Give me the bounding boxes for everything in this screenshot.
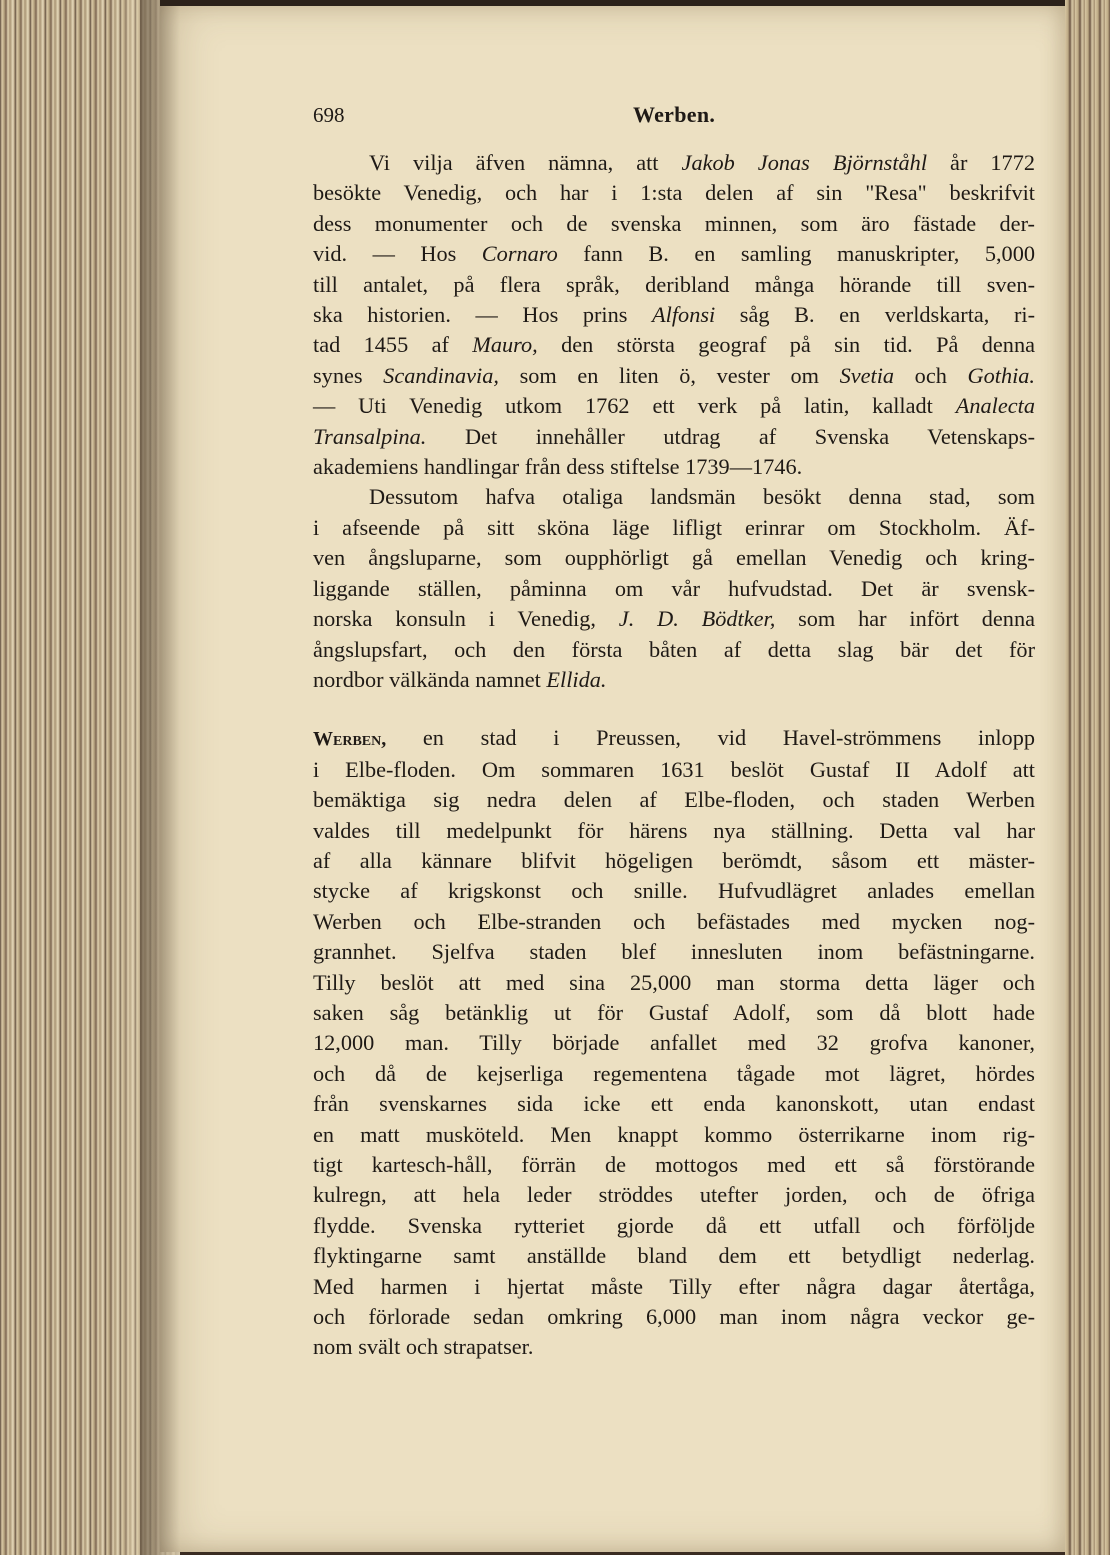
text-segment: dess monumenter och de svenska minnen, som äro fästade der- bbox=[313, 210, 1035, 236]
page-title: Werben. bbox=[633, 102, 716, 127]
text-line bbox=[313, 574, 1035, 604]
text-segment: grannhet. Sjelfva staden blef innesluten inom befästningarne. bbox=[313, 939, 1035, 965]
text-segment: Werben och Elbe-stranden och befästades med mycken nog- bbox=[313, 908, 1035, 934]
text-segment: vid. — Hos bbox=[313, 241, 482, 267]
italic-segment: Scandinavia, bbox=[383, 362, 499, 388]
text-line bbox=[313, 1272, 1035, 1302]
italic-segment: Analecta bbox=[955, 393, 1035, 419]
text-segment: nom svält och strapatser. bbox=[313, 1334, 534, 1360]
text-line bbox=[313, 1332, 1035, 1362]
text-segment: och bbox=[894, 362, 968, 388]
text-line bbox=[313, 723, 1035, 754]
italic-segment: Transalpina. bbox=[313, 423, 427, 449]
text-segment: besökte Venedig, och har i 1:sta delen af sin "Resa" beskrifvit bbox=[313, 180, 1035, 206]
text-column bbox=[313, 100, 1035, 1363]
text-segment: i Elbe-floden. Om sommaren 1631 beslöt Gustaf II Adolf att bbox=[313, 756, 1035, 782]
text-line bbox=[313, 1059, 1035, 1089]
text-line bbox=[313, 785, 1035, 815]
italic-segment: Gothia. bbox=[967, 362, 1036, 388]
text-segment: och då de kejserliga regementena tågade mot lägret, hördes bbox=[313, 1060, 1035, 1086]
text-segment: en stad i Preussen, vid Havel-strömmens inlopp bbox=[386, 725, 1035, 751]
text-segment: stycke af krigskonst och snille. Hufvudlägret anlades emellan bbox=[313, 878, 1035, 904]
text-line bbox=[313, 513, 1035, 543]
text-segment: såg B. en verldskarta, ri- bbox=[715, 302, 1035, 328]
text-line bbox=[313, 755, 1035, 785]
text-segment: tigt kartesch-håll, förrän de mottogos med ett så förstörande bbox=[313, 1152, 1035, 1177]
italic-segment: Ellida. bbox=[546, 666, 607, 692]
text-line bbox=[313, 635, 1035, 665]
text-segment: akademiens handlingar från dess stiftelse 1739—1746. bbox=[313, 454, 803, 480]
text-line bbox=[313, 391, 1035, 421]
text-line bbox=[313, 543, 1035, 573]
paragraph-werben bbox=[313, 723, 1035, 1363]
text-segment: ska historien. — Hos prins bbox=[313, 302, 653, 328]
text-segment: som har infört denna bbox=[775, 606, 1035, 632]
running-head bbox=[313, 100, 1035, 134]
text-segment: bemäktiga sig nedra delen af Elbe-floden, och staden Werben bbox=[313, 787, 1035, 813]
text-line bbox=[313, 452, 1035, 482]
text-segment: Dessutom hafva otaliga landsmän besökt denna stad, som bbox=[369, 484, 1035, 510]
text-line bbox=[313, 1180, 1035, 1210]
text-segment: flyktingarne samt anställde bland dem ett betydligt nederlag. bbox=[313, 1243, 1035, 1269]
text-segment: tad 1455 af bbox=[313, 332, 473, 358]
entry-headword: Werben, bbox=[313, 728, 387, 751]
text-segment: saken såg betänklig ut för Gustaf Adolf, som då blott hade bbox=[313, 999, 1035, 1025]
text-segment: kulregn, att hela leder ströddes utefter jorden, och de öfriga bbox=[313, 1182, 1035, 1208]
text-line bbox=[313, 1089, 1035, 1119]
text-segment: fann B. en samling manuskripter, 5,000 bbox=[557, 241, 1036, 267]
text-segment: den största geograf på sin tid. På denna bbox=[537, 332, 1035, 358]
text-line bbox=[313, 665, 1035, 695]
italic-segment: Jakob Jonas Björnståhl bbox=[681, 150, 928, 175]
text-segment: i afseende på sitt sköna läge lifligt erinrar om Stockholm. Äf- bbox=[313, 514, 1035, 540]
text-line bbox=[313, 816, 1035, 846]
text-line bbox=[313, 1241, 1035, 1271]
section-gap bbox=[313, 695, 1035, 723]
italic-segment: J. D. Bödtker, bbox=[618, 606, 776, 632]
text-segment: Med harmen i hjertat måste Tilly efter några dagar återtåga, bbox=[313, 1273, 1035, 1299]
text-line bbox=[313, 876, 1035, 906]
text-segment: af alla kännare blifvit högeligen berömdt, såsom ett mäster- bbox=[313, 847, 1035, 873]
text-segment: en matt musköteld. Men knappt kommo österrikarne inom rig- bbox=[313, 1121, 1035, 1147]
text-segment: 12,000 man. Tilly började anfallet med 32 grofva kanoner, bbox=[313, 1030, 1035, 1056]
text-line bbox=[313, 178, 1035, 208]
paragraph-venedig-2 bbox=[313, 482, 1035, 695]
text-line bbox=[313, 1120, 1035, 1150]
text-line bbox=[313, 968, 1035, 998]
text-segment: till antalet, på flera språk, deribland många hörande till sven- bbox=[313, 271, 1035, 297]
text-line bbox=[313, 1211, 1035, 1241]
right-page-edge bbox=[1065, 0, 1110, 1555]
text-segment: ångslupsfart, och den första båten af detta slag bär det för bbox=[313, 636, 1035, 662]
text-line bbox=[313, 604, 1035, 634]
text-line bbox=[313, 300, 1035, 330]
text-segment: norska konsuln i Venedig, bbox=[313, 606, 619, 632]
text-segment: år 1772 bbox=[927, 150, 1035, 175]
text-line bbox=[313, 209, 1035, 239]
text-line bbox=[313, 270, 1035, 300]
text-segment: nordbor välkända namnet bbox=[313, 666, 547, 692]
text-segment: flydde. Svenska rytteriet gjorde då ett utfall och förföljde bbox=[313, 1212, 1035, 1238]
text-line bbox=[313, 482, 1035, 512]
text-line bbox=[313, 907, 1035, 937]
text-line bbox=[313, 1302, 1035, 1332]
italic-segment: Mauro, bbox=[472, 332, 538, 358]
text-line bbox=[313, 998, 1035, 1028]
gutter-shadow bbox=[140, 0, 180, 1555]
text-line bbox=[313, 1028, 1035, 1058]
text-line bbox=[313, 937, 1035, 967]
text-segment: från svenskarnes sida icke ett enda kanonskott, utan endast bbox=[313, 1091, 1035, 1117]
text-line bbox=[313, 1150, 1035, 1180]
text-segment: liggande ställen, påminna om vår hufvudstad. Det är svensk- bbox=[313, 575, 1035, 601]
text-segment: som en liten ö, vester om bbox=[498, 362, 840, 388]
text-segment: valdes till medelpunkt för härens nya ställning. Detta val har bbox=[313, 817, 1035, 843]
text-segment: och förlorade sedan omkring 6,000 man inom några veckor ge- bbox=[313, 1304, 1035, 1330]
text-segment: Tilly beslöt att med sina 25,000 man storma detta läger och bbox=[313, 969, 1035, 995]
text-line bbox=[313, 422, 1035, 452]
text-line bbox=[313, 846, 1035, 876]
text-line bbox=[313, 361, 1035, 391]
italic-segment: Alfonsi bbox=[652, 302, 716, 328]
text-line bbox=[313, 330, 1035, 360]
italic-segment: Cornaro bbox=[481, 241, 558, 267]
text-segment: synes bbox=[313, 362, 384, 388]
text-line bbox=[313, 148, 1035, 178]
text-segment: Vi vilja äfven nämna, att bbox=[369, 150, 682, 175]
page-number: 698 bbox=[313, 103, 345, 127]
text-line bbox=[313, 239, 1035, 269]
top-edge bbox=[160, 0, 1065, 6]
text-segment: Det innehåller utdrag af Svenska Vetenskaps- bbox=[426, 423, 1035, 449]
paragraph-venedig-1 bbox=[313, 148, 1035, 482]
italic-segment: Svetia bbox=[839, 362, 895, 388]
text-segment: — Uti Venedig utkom 1762 ett verk på latin, kalladt bbox=[313, 393, 956, 419]
text-segment: ven ångsluparne, som oupphörligt gå emellan Venedig och kring- bbox=[313, 545, 1035, 571]
